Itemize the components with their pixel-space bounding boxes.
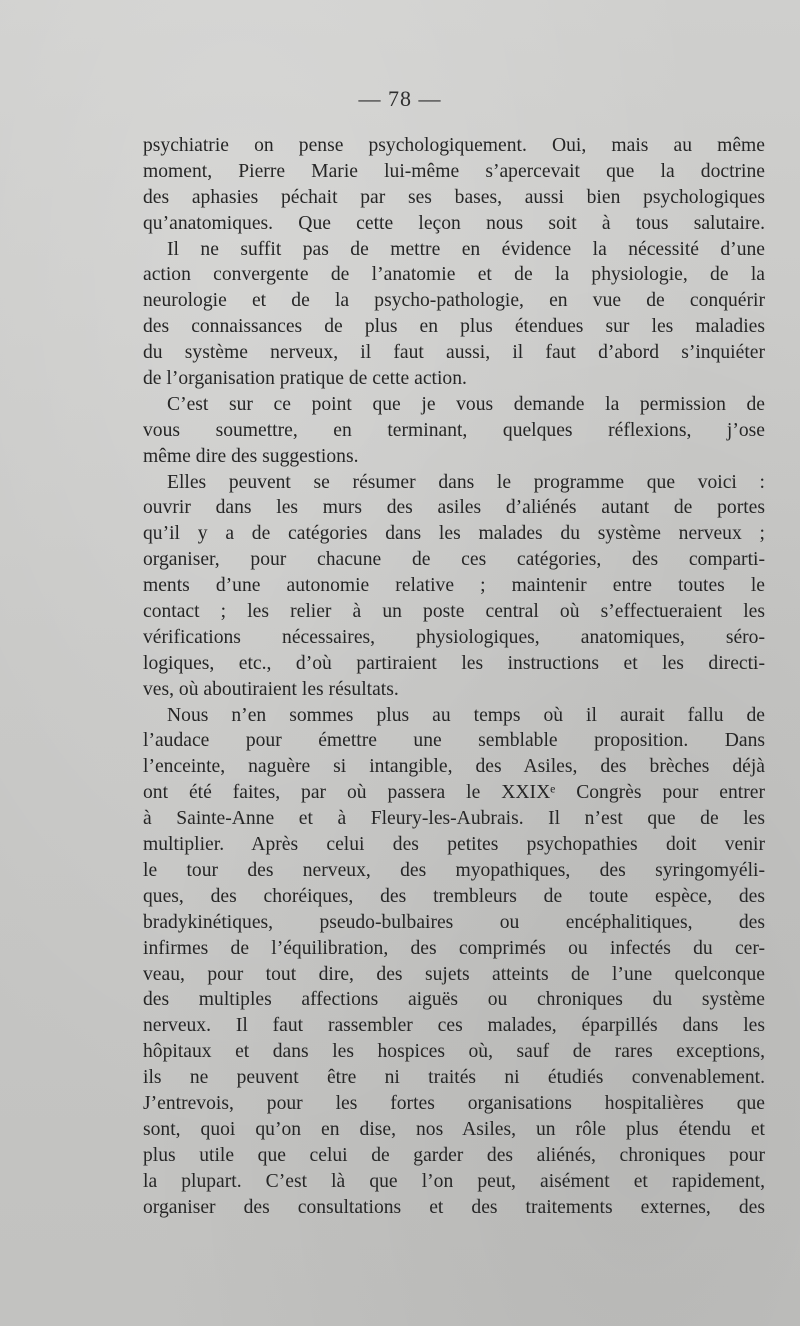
text-line: organiser des consultations et des traitements externes, des: [143, 1196, 765, 1218]
text-line: C’est sur ce point que je vous demande la permission de: [167, 393, 765, 415]
text-line: le tour des nerveux, des myopathiques, des syringomyéli-: [143, 859, 765, 881]
text-line: veau, pour tout dire, des sujets atteints de l’une quelconque: [143, 963, 765, 985]
text-line: psychiatrie on pense psychologiquement. Oui, mais au même: [143, 135, 765, 156]
text-line: ves, où aboutiraient les résultats.: [143, 678, 399, 700]
text-line: sont, quoi qu’on en dise, nos Asiles, un rôle plus étendu et: [143, 1118, 765, 1140]
text-line: qu’il y a de catégories dans les malades du système nerveux ;: [143, 523, 765, 545]
text-line: des aphasies péchait par ses bases, aussi bien psychologiques: [143, 186, 765, 208]
text-line: la plupart. C’est là que l’on peut, aisément et rapidement,: [143, 1170, 765, 1192]
body-text: [143, 133, 765, 1220]
text-line: bradykinétiques, pseudo-bulbaires ou encéphalitiques, des: [143, 911, 765, 933]
text-line: neurologie et de la psycho-pathologie, en vue de conquérir: [143, 290, 765, 312]
text-line: de l’organisation pratique de cette action.: [143, 368, 467, 390]
text-line: hôpitaux et dans les hospices où, sauf de rares exceptions,: [143, 1041, 765, 1063]
text-line: vous soumettre, en terminant, quelques réflexions, j’ose: [143, 419, 765, 441]
text-line: plus utile que celui de garder des aliénés, chroniques pour: [143, 1144, 765, 1166]
text-line: l’enceinte, naguère si intangible, des Asiles, des brèches déjà: [143, 756, 765, 778]
text-line: du système nerveux, il faut aussi, il faut d’abord s’inquiéter: [143, 342, 765, 364]
text-line: ments d’une autonomie relative ; maintenir entre toutes le: [143, 575, 765, 597]
text-line: moment, Pierre Marie lui-même s’apercevait que la doctrine: [143, 160, 765, 182]
text-line: action convergente de l’anatomie et de la physiologie, de la: [143, 264, 765, 286]
text-line: Il ne suffit pas de mettre en évidence la nécessité d’une: [167, 238, 765, 260]
text-line: ont été faites, par où passera le XXIXᵉ Congrès pour entrer: [143, 782, 765, 804]
text-line: Elles peuvent se résumer dans le programme que voici :: [167, 471, 765, 493]
text-line: des multiples affections aiguës ou chroniques du système: [143, 989, 765, 1011]
page-number: — 78 —: [358, 86, 442, 111]
text-line: vérifications nécessaires, physiologiques, anatomiques, séro-: [143, 626, 765, 648]
text-line: multiplier. Après celui des petites psychopathies doit venir: [143, 834, 765, 856]
text-line: Nous n’en sommes plus au temps où il aurait fallu de: [167, 704, 765, 726]
text-line: l’audace pour émettre une semblable proposition. Dans: [143, 730, 765, 752]
text-line: qu’anatomiques. Que cette leçon nous soit à tous salutaire.: [143, 212, 765, 234]
text-line: même dire des suggestions.: [143, 445, 359, 467]
text-line: infirmes de l’équilibration, des comprimés ou infectés du cer-: [143, 937, 765, 959]
text-line: ques, des choréiques, des trembleurs de toute espèce, des: [143, 885, 765, 907]
text-line: nerveux. Il faut rassembler ces malades, éparpillés dans les: [143, 1015, 765, 1037]
text-line: logiques, etc., d’où partiraient les instructions et les directi-: [143, 652, 765, 674]
text-line: à Sainte-Anne et à Fleury-les-Aubrais. Il n’est que de les: [143, 808, 765, 830]
text-line: J’entrevois, pour les fortes organisations hospitalières que: [143, 1092, 765, 1114]
text-line: ils ne peuvent être ni traités ni étudiés convenablement.: [143, 1067, 765, 1089]
text-line: ouvrir dans les murs des asiles d’aliénés autant de portes: [143, 497, 765, 519]
text-line: contact ; les relier à un poste central où s’effectueraient les: [143, 601, 765, 623]
text-line: organiser, pour chacune de ces catégories, des comparti-: [143, 549, 765, 571]
text-line: des connaissances de plus en plus étendues sur les maladies: [143, 316, 765, 338]
